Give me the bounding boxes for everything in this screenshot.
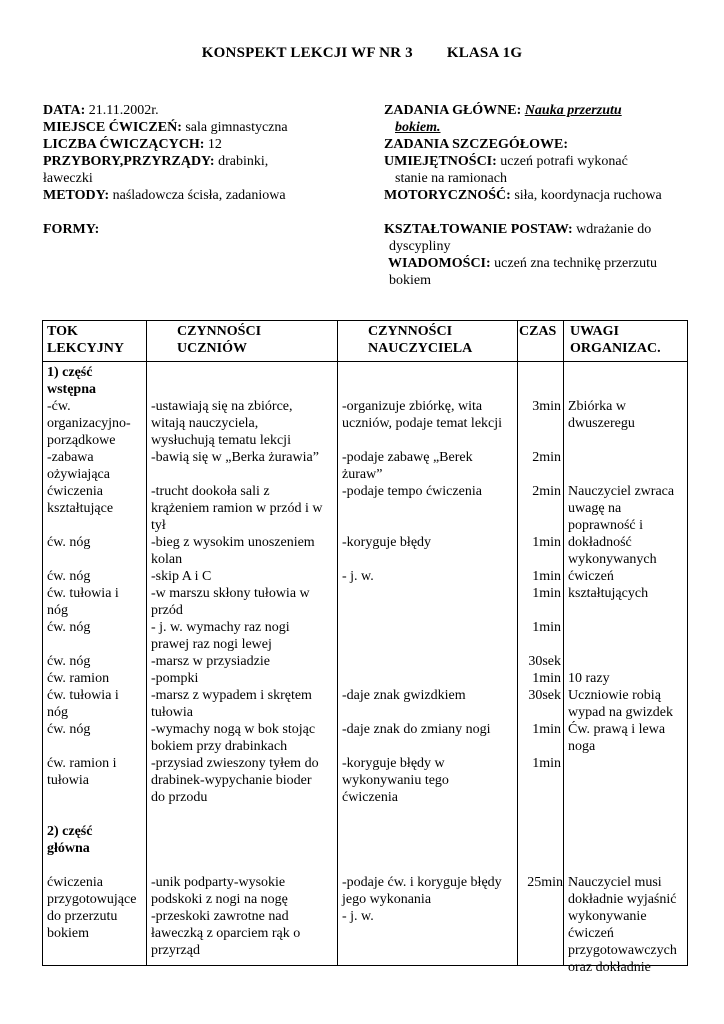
umiejetnosci-label: UMIEJĘTNOŚCI: — [384, 154, 497, 169]
uczniowie-item: -unik podparty-wysokie podskoki z nogi na nogę -przeskoki zawrotne nad ławeczką z oparciem rąk o przyrząd — [151, 875, 301, 958]
uczniowie-item: - j. w. wymachy raz nogi prawej raz nogi lewej — [151, 620, 290, 652]
tok-item: ćw. tułowia i nóg — [47, 688, 119, 720]
document-title — [0, 45, 724, 62]
motorycznosc-label: MOTORYCZNOŚĆ: — [384, 188, 511, 203]
czas-column — [518, 362, 564, 966]
uwagi-item: 10 razy Uczniowie robią wypad na gwizdek Ćw. prawą i lewa noga — [568, 671, 673, 754]
liczba-label: LICZBA ĆWICZĄCYCH: — [43, 137, 205, 152]
miejsce-value: sala gimnastyczna — [181, 120, 288, 135]
czas-item: 1min — [532, 756, 561, 771]
info-miejsce — [43, 119, 288, 136]
uczniowie-item: -bieg z wysokim unoszeniem kolan — [151, 535, 315, 567]
tok-item: -zabawa ożywiająca — [47, 450, 110, 482]
info-wiadomosci — [388, 255, 657, 272]
table-header-row — [43, 321, 688, 362]
info-umiejetnosci — [384, 153, 628, 170]
info-metody — [43, 187, 286, 204]
liczba-value: 12 — [204, 137, 222, 152]
nauczyciel-item: -podaje tempo ćwiczenia — [342, 484, 482, 499]
motorycznosc-value: siła, koordynacja ruchowa — [510, 188, 662, 203]
table-row — [43, 362, 688, 966]
umiejetnosci-value: uczeń potrafi wykonać — [496, 154, 628, 169]
lesson-table — [42, 320, 688, 975]
uwagi-item: Nauczyciel musi dokładnie wyjaśnić wykonywanie ćwiczeń przygotowawczych oraz dokładnie — [568, 875, 677, 975]
zadania-glowne-value-2: bokiem. — [395, 120, 441, 135]
formy-label: FORMY: — [43, 222, 100, 237]
czas-item: 30sek — [528, 654, 561, 669]
metody-value: naśladowcza ścisła, zadaniowa — [109, 188, 286, 203]
info-motorycznosc — [384, 187, 662, 204]
data-label: DATA: — [43, 103, 86, 118]
nauczyciel-column — [338, 362, 518, 966]
info-postawy — [384, 221, 651, 238]
czas-item: 1min — [532, 569, 561, 584]
zadania-glowne-label: ZADANIA GŁÓWNE: — [384, 103, 522, 118]
uczniowie-item: -przysiad zwieszony tyłem do drabinek-wypychanie bioder do przodu — [151, 756, 319, 805]
uczniowie-item: -marsz z wypadem i skrętem tułowia — [151, 688, 312, 720]
zadania-szczegolowe-label: ZADANIA SZCZEGÓŁOWE: — [384, 137, 568, 152]
tok-item: ćwiczenia przygotowujące do przerzutu bokiem — [47, 875, 137, 941]
tok-item: ćw. nóg — [47, 722, 91, 737]
tok-item: ćw. ramion — [47, 671, 110, 686]
tok-item: ćw. ramion i tułowia — [47, 756, 117, 788]
nauczyciel-item: -koryguje błędy — [342, 535, 432, 550]
nauczyciel-item: -daje znak do zmiany nogi — [342, 722, 491, 737]
info-zadania-glowne — [384, 102, 622, 119]
uwagi-column — [564, 362, 688, 975]
uczniowie-item: -w marszu skłony tułowia w przód — [151, 586, 310, 618]
postawy-value-2: dyscypliny — [389, 239, 451, 254]
czas-item: 1min — [532, 535, 561, 550]
uczniowie-item: -wymachy nogą w bok stojąc bokiem przy drabinkach — [151, 722, 316, 754]
czas-item: 1min — [532, 722, 561, 737]
header-tok: TOK LEKCYJNY — [43, 321, 147, 362]
data-value: 21.11.2002r. — [85, 103, 159, 118]
tok-item: ćw. tułowia i nóg — [47, 586, 119, 618]
czas-item: 1min — [532, 620, 561, 635]
przybory-value: drabinki, — [214, 154, 269, 169]
czas-item: 1min — [532, 586, 561, 601]
uczniowie-item: -trucht dookoła sali z krążeniem ramion w przód i w tył — [151, 484, 323, 533]
postawy-value: wdrażanie do — [572, 222, 652, 237]
tok-item: ćw. nóg — [47, 535, 91, 550]
uczniowie-item: -marsz w przysiadzie — [151, 654, 270, 669]
umiejetnosci-value-2: stanie na ramionach — [395, 171, 507, 186]
czas-item: 1min — [532, 671, 561, 686]
header-nauczyciel: CZYNNOŚCI NAUCZYCIELA — [338, 321, 518, 362]
przybory-label: PRZYBORY,PRZYRZĄDY: — [43, 154, 215, 169]
uczniowie-item: -ustawiają się na zbiórce, witają nauczyciela, wysłuchują tematu lekcji — [151, 399, 293, 448]
nauczyciel-item: - j. w. — [342, 569, 374, 584]
header-czas: CZAS — [518, 321, 564, 362]
czas-item: 30sek — [528, 688, 561, 703]
nauczyciel-item: -podaje zabawę „Berek żuraw” — [342, 450, 473, 482]
tok-item: 2) część główna — [47, 824, 93, 856]
czas-item: 2min — [532, 450, 561, 465]
title-lesson: KONSPEKT LEKCJI WF NR 3 — [201, 45, 413, 61]
wiadomosci-label: WIADOMOŚCI: — [388, 256, 491, 271]
miejsce-label: MIEJSCE ĆWICZEŃ: — [43, 120, 182, 135]
postawy-label: KSZTAŁTOWANIE POSTAW: — [384, 222, 573, 237]
tok-item: ćwiczenia kształtujące — [47, 484, 114, 516]
tok-item: -ćw. organizacyjno- porządkowe — [47, 399, 131, 448]
wiadomosci-value-2: bokiem — [389, 273, 431, 288]
nauczyciel-item: -koryguje błędy w wykonywaniu tego ćwiczenia — [342, 756, 449, 805]
uczniowie-column — [147, 362, 338, 966]
tok-column — [43, 362, 147, 966]
uczniowie-item: -skip A i C — [151, 569, 212, 584]
info-liczba — [43, 136, 222, 153]
uczniowie-item: -bawią się w „Berka żurawia” — [151, 450, 319, 465]
tok-item: 1) część wstępna — [47, 365, 97, 397]
tok-item: ćw. nóg — [47, 569, 91, 584]
nauczyciel-item: -daje znak gwizdkiem — [342, 688, 466, 703]
info-przybory — [43, 153, 268, 170]
uwagi-item: Zbiórka w dwuszeregu — [568, 399, 635, 431]
header-uczniowie: CZYNNOŚCI UCZNIÓW — [147, 321, 338, 362]
wiadomosci-value: uczeń zna technikę przerzutu — [490, 256, 658, 271]
title-class: KLASA 1G — [446, 45, 523, 61]
czas-item: 2min — [532, 484, 561, 499]
info-data — [43, 102, 159, 119]
tok-item: ćw. nóg — [47, 620, 91, 635]
przybory-value-2: ławeczki — [43, 171, 93, 186]
tok-item: ćw. nóg — [47, 654, 91, 669]
nauczyciel-item: -podaje ćw. i koryguje błędy jego wykonania - j. w. — [342, 875, 502, 924]
nauczyciel-item: -organizuje zbiórkę, wita uczniów, podaje temat lekcji — [342, 399, 503, 431]
header-uwagi: UWAGI ORGANIZAC. — [564, 321, 688, 362]
czas-item: 3min — [532, 399, 561, 414]
czas-item: 25min — [527, 875, 563, 890]
zadania-glowne-value: Nauka przerzutu — [524, 103, 622, 118]
metody-label: METODY: — [43, 188, 110, 203]
uwagi-item: Nauczyciel zwraca uwagę na poprawność i dokładność wykonywanych ćwiczeń kształtujących — [568, 484, 675, 601]
uczniowie-item: -pompki — [151, 671, 199, 686]
